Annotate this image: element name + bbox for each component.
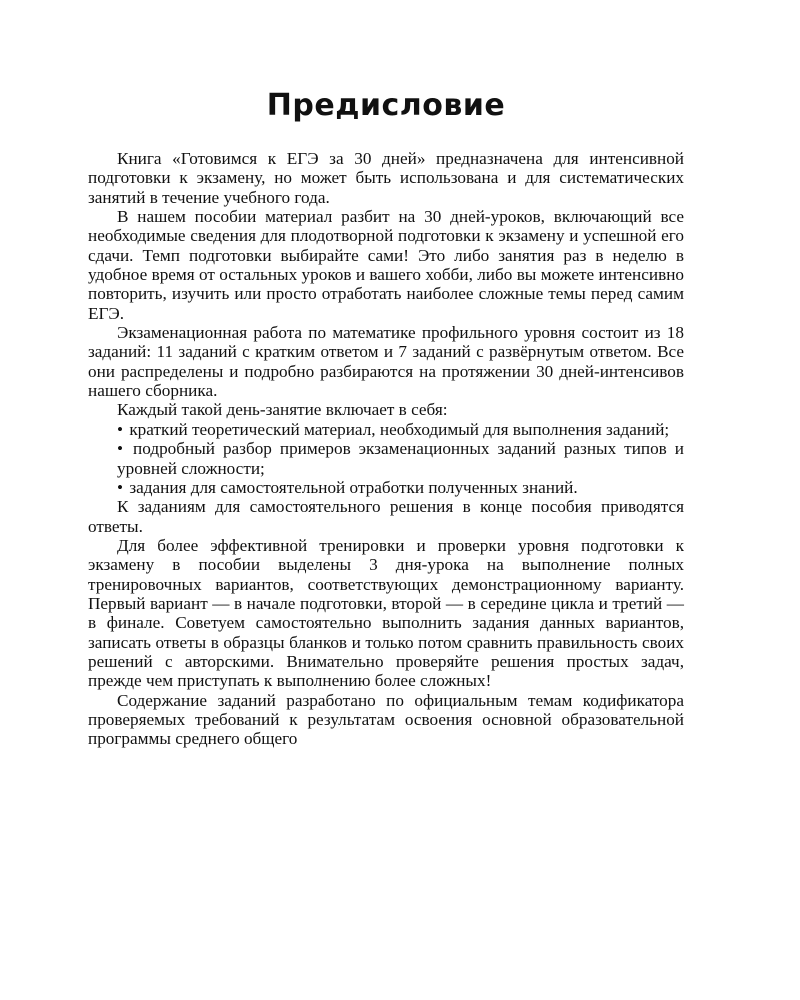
- bullet-text: краткий теоретический материал, необходимый для выполнения заданий;: [129, 419, 670, 439]
- paragraph: Экзаменационная работа по математике профильного уровня состоит из 18 заданий: 11 заданий с кратким ответом и 7 заданий с развёрнутым ответом. Все они распределены и подробно разбираются на протяжении 30 дней-интенсивов нашего сборника.: [88, 323, 684, 401]
- bullet-text: подробный разбор примеров экзаменационных заданий разных типов и уровней сложности;: [117, 439, 684, 478]
- bullet-item: [88, 439, 684, 478]
- paragraph: К заданиям для самостоятельного решения в конце пособия приводятся ответы.: [88, 497, 684, 536]
- bullet-icon: •: [117, 419, 124, 439]
- paragraph: Для более эффективной тренировки и проверки уровня подготовки к экзамену в пособии выделены 3 дня-урока на выполнение полных тренировочных вариантов, соответствующих демонстрационному варианту. Первый вариант — в начале подготовки, второй — в середине цикла и третий — в финале. Советуем самостоятельно выполнить задания данных вариантов, записать ответы в образцы бланков и только потом сравнить правильность своих решений с авторскими. Внимательно проверяйте решения простых задач, прежде чем приступать к выполнению более сложных!: [88, 535, 684, 691]
- paragraph: Каждый такой день-занятие включает в себя:: [117, 400, 448, 420]
- page-title: Предисловие: [266, 88, 506, 123]
- bullet-item: [88, 420, 684, 439]
- bullet-icon: •: [117, 439, 124, 459]
- paragraph: Книга «Готовимся к ЕГЭ за 30 дней» предназначена для интенсивной подготовки к экзамену, но может быть использована и для систематических занятий в течение учебного года.: [88, 149, 684, 207]
- bullet-icon: •: [117, 477, 124, 497]
- bullet-item: [88, 478, 684, 497]
- page: [88, 0, 684, 749]
- body-text: [88, 149, 684, 749]
- bullet-text: задания для самостоятельной отработки полученных знаний.: [129, 477, 578, 497]
- paragraph: В нашем пособии материал разбит на 30 дней-уроков, включающий все необходимые сведения для плодотворной подготовки к экзамену и успешной его сдачи. Темп подготовки выбирайте сами! Это либо занятия раз в неделю в удобное время от остальных уроков и вашего хобби, либо вы можете интенсивно повторить, изучить или просто отработать наиболее сложные темы перед самим ЕГЭ.: [88, 207, 684, 323]
- paragraph: Содержание заданий разработано по официальным темам кодификатора проверяемых требований к результатам освоения основной образовательной программы среднего общего: [88, 690, 684, 749]
